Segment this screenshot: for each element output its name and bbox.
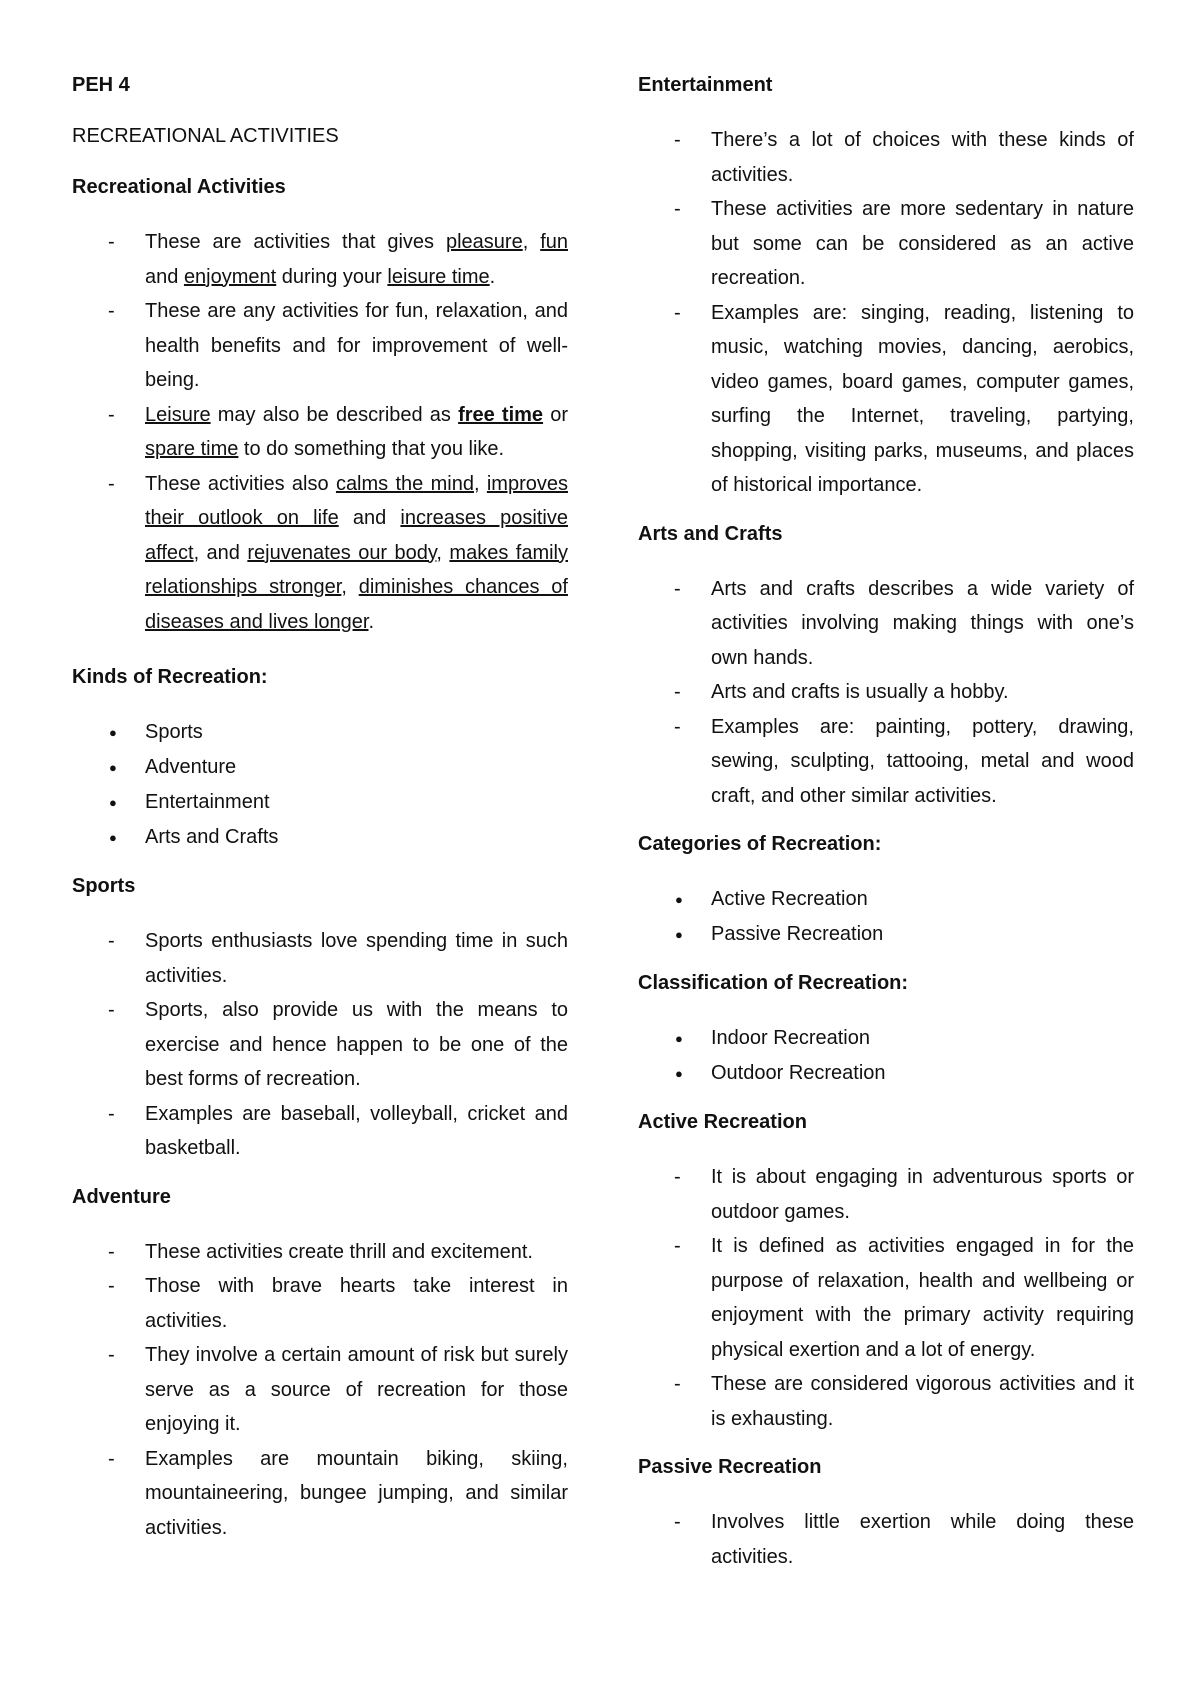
list-item: ● Adventure xyxy=(72,750,568,785)
active-list xyxy=(638,1160,1134,1436)
heading-passive-recreation: Passive Recreation xyxy=(638,1456,822,1478)
list-item: - These activities create thrill and excitement. xyxy=(72,1235,568,1270)
list-item: - Examples are: singing, reading, listening to music, watching movies, dancing, aerobics, video games, board games, computer games, surfing the Internet, traveling, partying, shopping, visiting parks, museums, and places of historical importance. xyxy=(638,296,1134,503)
recreational-activities-list xyxy=(72,225,568,639)
heading-arts-and-crafts: Arts and Crafts xyxy=(638,522,783,545)
underlined-term: fun xyxy=(540,231,569,253)
entertainment-list xyxy=(638,123,1134,503)
underlined-term: rejuvenates our body xyxy=(247,541,437,564)
heading-categories: Categories of Recreation: xyxy=(638,833,882,855)
adventure-list xyxy=(72,1235,568,1546)
heading-sports: Sports xyxy=(72,875,136,897)
list-item: - It is defined as activities engaged in for the purpose of relaxation, health and wellbeing or enjoyment with the primary activity requiring physical exertion and a lot of energy. xyxy=(638,1229,1134,1367)
list-item: ● Sports xyxy=(72,715,568,750)
list-item: - Sports enthusiasts love spending time in such activities. xyxy=(72,924,568,993)
course-code: PEH 4 xyxy=(72,74,130,96)
left-column xyxy=(72,72,568,1563)
underlined-term: enjoyment xyxy=(183,265,277,288)
underlined-term: increases positive affect xyxy=(145,507,568,564)
list-item: ● Passive Recreation xyxy=(638,917,1134,952)
list-item: - These are any activities for fun, relaxation, and health benefits and for improvement of well-being. xyxy=(72,294,568,398)
list-item: ● Outdoor Recreation xyxy=(638,1056,1134,1091)
list-item: ● Indoor Recreation xyxy=(638,1021,1134,1056)
underlined-term: improves their outlook on life xyxy=(145,472,568,529)
list-item: ● Arts and Crafts xyxy=(72,820,568,855)
list-item: - These are activities that gives pleasure, fun and enjoyment during your leisure time. xyxy=(72,225,568,294)
passive-list xyxy=(638,1505,1134,1574)
list-item: - They involve a certain amount of risk but surely serve as a source of recreation for those enjoying it. xyxy=(72,1338,568,1442)
underlined-term: diminishes chances of diseases and lives longer xyxy=(145,576,568,633)
list-item: ● Active Recreation xyxy=(638,882,1134,917)
list-item: ● Entertainment xyxy=(72,785,568,820)
underlined-term: makes family relationships stronger xyxy=(145,541,568,598)
right-column xyxy=(638,72,1134,1592)
list-item: - It is about engaging in adventurous sports or outdoor games. xyxy=(638,1160,1134,1229)
list-item: - Those with brave hearts take interest in activities. xyxy=(72,1269,568,1338)
arts-list xyxy=(638,572,1134,814)
kinds-list xyxy=(72,715,568,855)
classification-list xyxy=(638,1021,1134,1091)
underlined-term: calms the mind xyxy=(335,472,474,495)
list-item: - Examples are baseball, volleyball, cricket and basketball. xyxy=(72,1097,568,1166)
sports-list xyxy=(72,924,568,1166)
heading-recreational-activities: Recreational Activities xyxy=(72,176,286,198)
list-item: - Sports, also provide us with the means to exercise and hence happen to be one of the best forms of recreation. xyxy=(72,993,568,1097)
underlined-term: spare time xyxy=(145,438,239,460)
list-item: - There’s a lot of choices with these kinds of activities. xyxy=(638,123,1134,192)
heading-active-recreation: Active Recreation xyxy=(638,1111,807,1133)
list-item: - Examples are: painting, pottery, drawing, sewing, sculpting, tattooing, metal and wood craft, and other similar activities. xyxy=(638,710,1134,814)
heading-adventure: Adventure xyxy=(72,1185,171,1208)
heading-entertainment: Entertainment xyxy=(638,74,773,96)
list-item: - These are considered vigorous activities and it is exhausting. xyxy=(638,1367,1134,1436)
list-item: - Arts and crafts is usually a hobby. xyxy=(638,675,1134,710)
list-item: - These activities also calms the mind, improves their outlook on life and increases positive affect, and rejuvenates our body, makes family relationships stronger, diminishes chances of diseases and lives longer. xyxy=(72,467,568,640)
list-item: - Arts and crafts describes a wide variety of activities involving making things with one’s own hands. xyxy=(638,572,1134,676)
categories-list xyxy=(638,882,1134,952)
underlined-term: pleasure xyxy=(445,231,523,253)
heading-classification: Classification of Recreation: xyxy=(638,972,909,994)
heading-kinds-of-recreation: Kinds of Recreation: xyxy=(72,666,268,688)
underlined-bold-term: free time xyxy=(458,403,544,426)
list-item: - Leisure may also be described as free time or spare time to do something that you like. xyxy=(72,398,568,467)
list-item: - Involves little exertion while doing these activities. xyxy=(638,1505,1134,1574)
list-item: - Examples are mountain biking, skiing, mountaineering, bungee jumping, and similar activities. xyxy=(72,1442,568,1546)
document-title: RECREATIONAL ACTIVITIES xyxy=(72,125,339,147)
list-item: - These activities are more sedentary in nature but some can be considered as an active recreation. xyxy=(638,192,1134,296)
underlined-term: leisure time xyxy=(387,265,490,288)
underlined-term: Leisure xyxy=(145,403,211,426)
